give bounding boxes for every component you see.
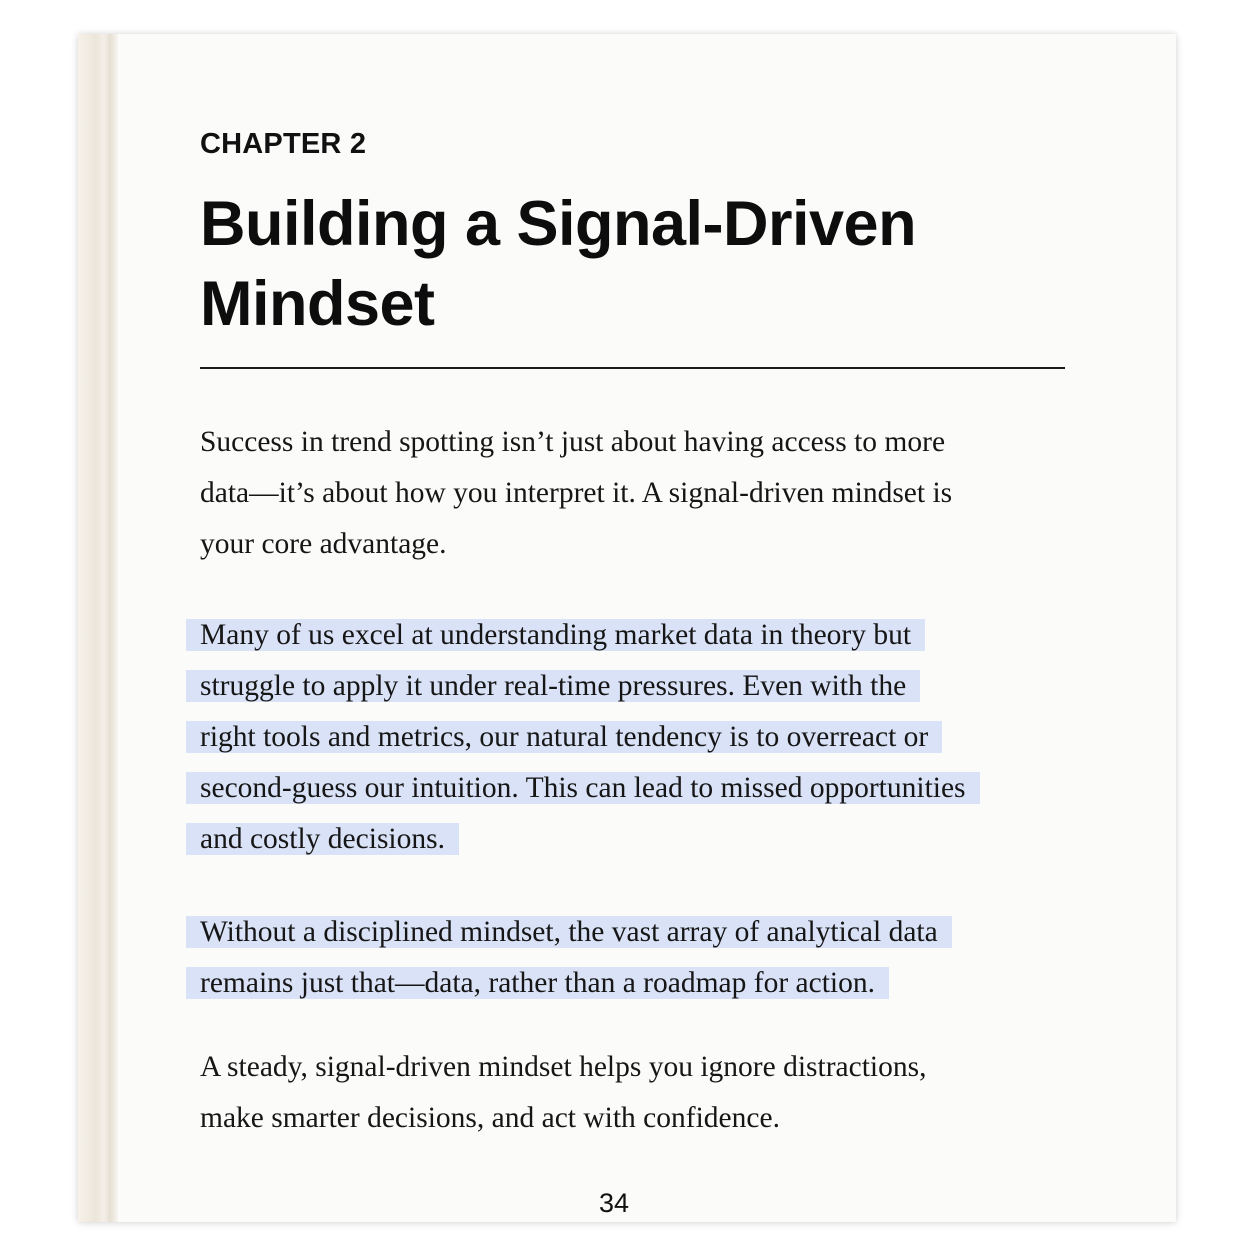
paragraph-line: and costly decisions. — [200, 823, 445, 855]
paragraph-line: make smarter decisions, and act with confidence. — [200, 1102, 780, 1134]
body-paragraph[interactable] — [200, 417, 1080, 570]
highlighted-paragraph[interactable] — [200, 907, 1080, 1009]
chapter-title-line: Mindset — [200, 269, 435, 339]
page-spine-edge — [78, 34, 118, 1222]
paragraph-line: your core advantage. — [200, 528, 447, 560]
text-highlight[interactable] — [186, 619, 980, 855]
body-paragraph[interactable] — [200, 1042, 1080, 1144]
paragraph-line: remains just that—data, rather than a roadmap for action. — [200, 967, 875, 999]
chapter-title — [200, 184, 1100, 344]
paragraph-line: A steady, signal-driven mindset helps you ignore distractions, — [200, 1051, 927, 1083]
paragraph-line: Success in trend spotting isn’t just about having access to more — [200, 426, 946, 458]
paragraph-line: struggle to apply it under real-time pressures. Even with the — [200, 670, 907, 702]
highlighted-paragraph[interactable] — [200, 610, 1110, 865]
paragraph-line: second-guess our intuition. This can lead to missed opportunities — [200, 772, 966, 804]
paragraph-line: Without a disciplined mindset, the vast array of analytical data — [200, 916, 938, 948]
page-number: 34 — [598, 1188, 630, 1218]
book-page — [78, 34, 1176, 1222]
chapter-label: CHAPTER 2 — [200, 128, 367, 160]
title-divider — [200, 367, 1065, 369]
text-highlight[interactable] — [186, 916, 952, 999]
paragraph-line: right tools and metrics, our natural tendency is to overreact or — [200, 721, 929, 753]
paragraph-line: data—it’s about how you interpret it. A signal-driven mindset is — [200, 477, 953, 509]
paragraph-line: Many of us excel at understanding market data in theory but — [200, 619, 912, 651]
chapter-title-line: Building a Signal-Driven — [200, 189, 917, 259]
